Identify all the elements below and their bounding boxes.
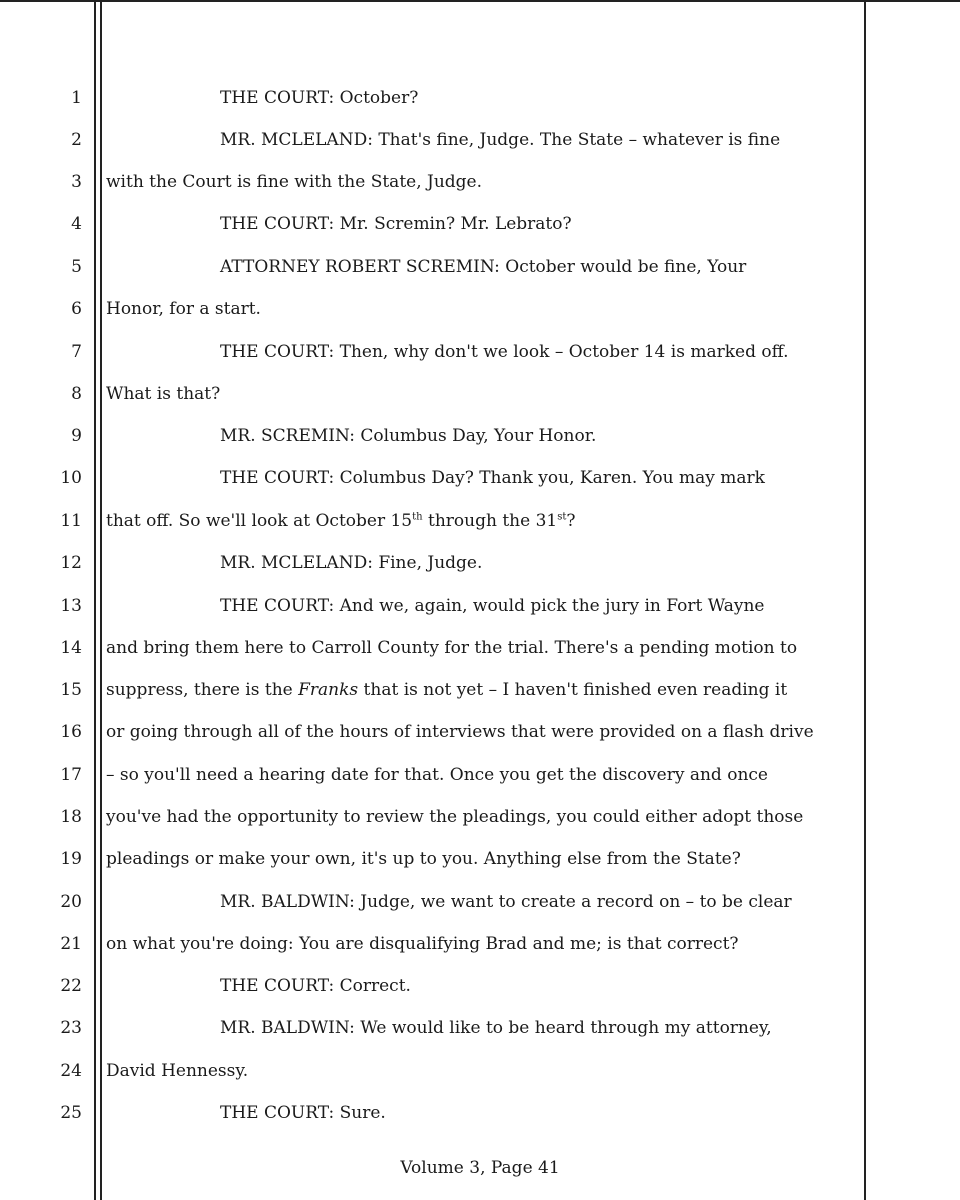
page-footer: Volume 3, Page 41 — [400, 1158, 560, 1178]
transcript-line: on what you're doing: You are disqualifying Brad and me; is that correct? — [106, 934, 739, 954]
line-number: 3 — [71, 172, 82, 192]
line-number: 2 — [71, 130, 82, 150]
line-segment: that off. So we'll look at October 15 — [106, 511, 413, 531]
line-number: 10 — [60, 468, 82, 488]
transcript-line: THE COURT: Then, why don't we look – October 14 is marked off. — [220, 342, 789, 362]
line-number: 12 — [60, 553, 82, 573]
transcript-line: – so you'll need a hearing date for that. Once you get the discovery and once — [106, 765, 768, 785]
ordinal-suffix: st — [557, 511, 567, 523]
transcript-line: pleadings or make your own, it's up to you. Anything else from the State? — [106, 849, 741, 869]
transcript-line: ATTORNEY ROBERT SCREMIN: October would be fine, Your — [220, 257, 747, 277]
line-number: 21 — [60, 934, 82, 954]
line-number: 22 — [60, 976, 82, 996]
right-margin-rule — [864, 0, 866, 1200]
line-number: 24 — [60, 1061, 82, 1081]
line-number: 23 — [60, 1018, 82, 1038]
transcript-line: What is that? — [106, 384, 221, 404]
line-number: 9 — [71, 426, 82, 446]
transcript-line: THE COURT: Columbus Day? Thank you, Karen. You may mark — [220, 468, 765, 488]
transcript-line — [106, 680, 854, 700]
transcript-line: THE COURT: Correct. — [220, 976, 411, 996]
transcript-line: you've had the opportunity to review the pleadings, you could either adopt those — [106, 807, 804, 827]
transcript-line: MR. SCREMIN: Columbus Day, Your Honor. — [220, 426, 597, 446]
transcript-line: with the Court is fine with the State, Judge. — [106, 172, 483, 192]
line-number: 11 — [60, 511, 82, 531]
line-segment: through the 31 — [422, 511, 558, 531]
transcript-line: MR. BALDWIN: Judge, we want to create a record on – to be clear — [220, 892, 792, 912]
transcript-line: MR. MCLELAND: Fine, Judge. — [220, 553, 483, 573]
transcript-line: THE COURT: Mr. Scremin? Mr. Lebrato? — [220, 214, 572, 234]
transcript-line — [106, 511, 854, 531]
transcript-line: Honor, for a start. — [106, 299, 261, 319]
line-segment: suppress, there is the — [106, 680, 299, 700]
line-number: 17 — [60, 765, 82, 785]
top-border — [0, 0, 960, 2]
line-number: 14 — [60, 638, 82, 658]
line-number: 18 — [60, 807, 82, 827]
line-number: 25 — [60, 1103, 82, 1123]
transcript-line: MR. BALDWIN: We would like to be heard through my attorney, — [220, 1018, 772, 1038]
line-number: 4 — [71, 214, 82, 234]
ordinal-suffix: th — [412, 511, 423, 523]
line-number: 19 — [60, 849, 82, 869]
transcript-line: or going through all of the hours of interviews that were provided on a flash drive — [106, 722, 814, 742]
line-number: 15 — [60, 680, 82, 700]
line-number: 16 — [60, 722, 82, 742]
left-margin-rule-inner — [100, 0, 102, 1200]
line-segment: ? — [566, 511, 576, 531]
transcript-line: THE COURT: Sure. — [220, 1103, 386, 1123]
left-margin-rule-outer — [94, 0, 96, 1200]
line-number: 1 — [71, 88, 82, 108]
line-number: 6 — [71, 299, 82, 319]
transcript-line: THE COURT: October? — [220, 88, 419, 108]
transcript-line: MR. MCLELAND: That's fine, Judge. The State – whatever is fine — [220, 130, 781, 150]
transcript-line: THE COURT: And we, again, would pick the jury in Fort Wayne — [220, 596, 765, 616]
line-number: 8 — [71, 384, 82, 404]
line-segment: that is not yet – I haven't finished even reading it — [358, 680, 788, 700]
transcript-line: and bring them here to Carroll County for the trial. There's a pending motion to — [106, 638, 798, 658]
case-name-franks: Franks — [298, 680, 359, 700]
line-number: 5 — [71, 257, 82, 277]
line-number: 7 — [71, 342, 82, 362]
line-number: 13 — [60, 596, 82, 616]
transcript-line: David Hennessy. — [106, 1061, 249, 1081]
line-number: 20 — [60, 892, 82, 912]
